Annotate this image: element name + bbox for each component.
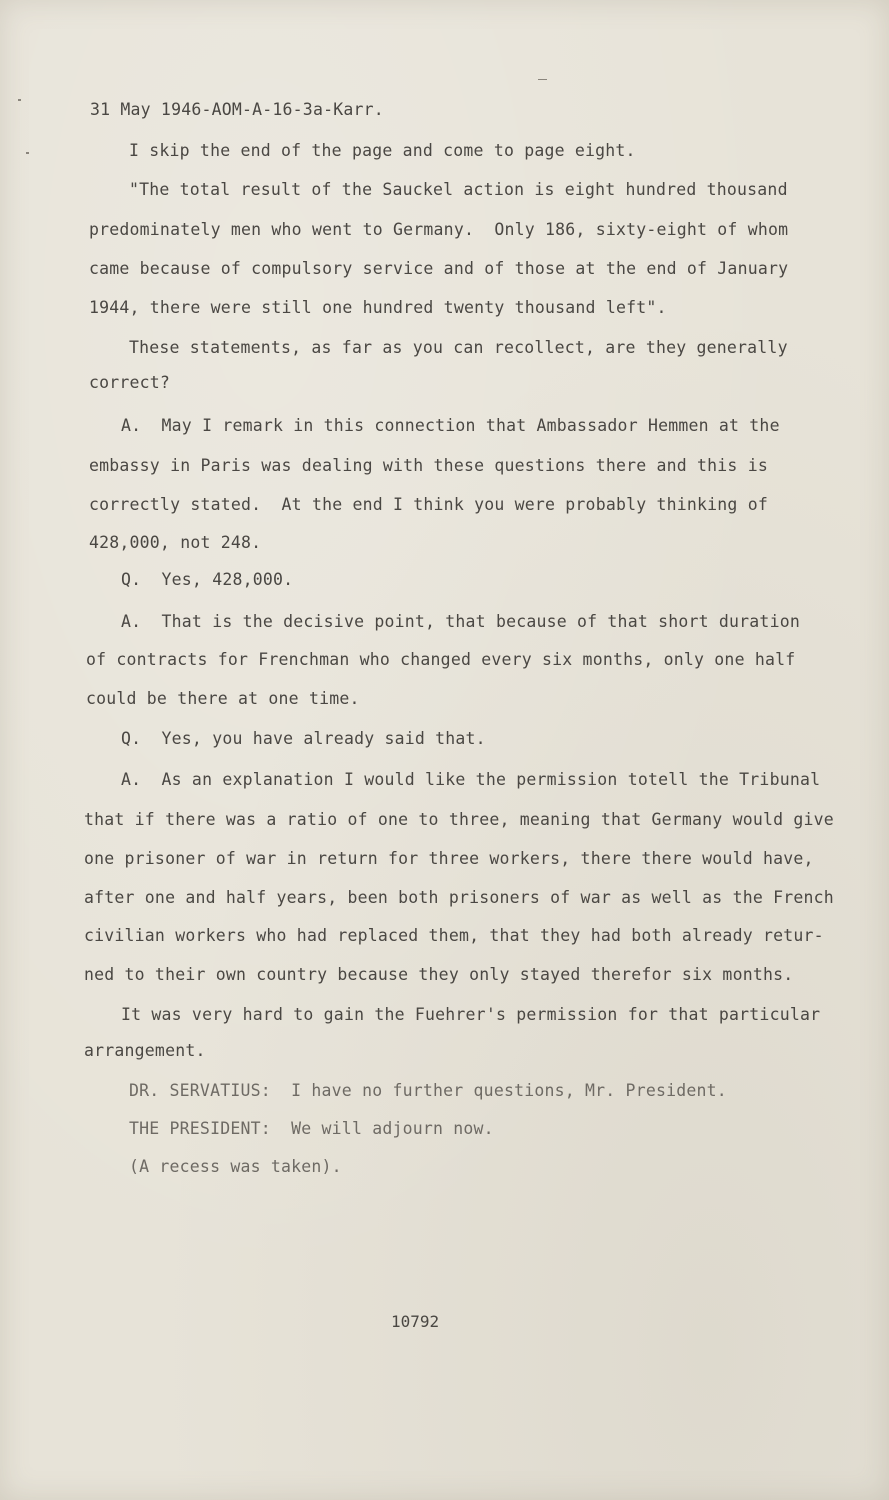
paragraph-line: 428,000, not 248. [89, 533, 262, 552]
paragraph-line: Q. Yes, you have already said that. [121, 729, 486, 748]
paragraph-line: came because of compulsory service and of those at the end of January [89, 259, 789, 278]
margin-mark [26, 152, 29, 154]
paragraph-line: predominately men who went to Germany. Only 186, sixty-eight of whom [89, 220, 789, 239]
paragraph-line: A. That is the decisive point, that because of that short duration [121, 612, 800, 631]
paragraph-line: correctly stated. At the end I think you were probably thinking of [89, 495, 768, 514]
paragraph-line: It was very hard to gain the Fuehrer's permission for that particular [121, 1005, 821, 1024]
paragraph-line: I skip the end of the page and come to page eight. [129, 141, 636, 160]
paragraph-line: ned to their own country because they only stayed therefor six months. [84, 965, 794, 984]
margin-mark [538, 79, 547, 80]
paragraph-line: These statements, as far as you can recollect, are they generally [129, 338, 788, 357]
paragraph-line: civilian workers who had replaced them, that they had both already retur- [84, 926, 824, 945]
paragraph-line: after one and half years, been both prisoners of war as well as the French [84, 888, 834, 907]
paragraph-line: arrangement. [84, 1041, 206, 1060]
paragraph-line: Q. Yes, 428,000. [121, 570, 294, 589]
paragraph-line: one prisoner of war in return for three workers, there there would have, [84, 849, 814, 868]
paragraph-line: embassy in Paris was dealing with these questions there and this is [89, 456, 768, 475]
paragraph-line: correct? [89, 373, 171, 392]
paragraph-line: that if there was a ratio of one to three, meaning that Germany would give [84, 810, 834, 829]
paragraph-line: 1944, there were still one hundred twenty thousand left". [89, 298, 667, 317]
paragraph-line: could be there at one time. [86, 689, 360, 708]
paragraph-line: A. May I remark in this connection that Ambassador Hemmen at the [121, 416, 780, 435]
paragraph-line: "The total result of the Sauckel action is eight hundred thousand [129, 180, 788, 199]
paragraph-line: (A recess was taken). [129, 1157, 342, 1176]
margin-mark [18, 99, 21, 101]
page-number: 10792 [391, 1312, 440, 1331]
paragraph-line: A. As an explanation I would like the permission totell the Tribunal [121, 770, 821, 789]
paragraph-line: THE PRESIDENT: We will adjourn now. [129, 1119, 494, 1138]
document-header: 31 May 1946-AOM-A-16-3a-Karr. [90, 100, 384, 119]
paragraph-line: of contracts for Frenchman who changed every six months, only one half [86, 650, 796, 669]
paragraph-line: DR. SERVATIUS: I have no further questions, Mr. President. [129, 1081, 727, 1100]
